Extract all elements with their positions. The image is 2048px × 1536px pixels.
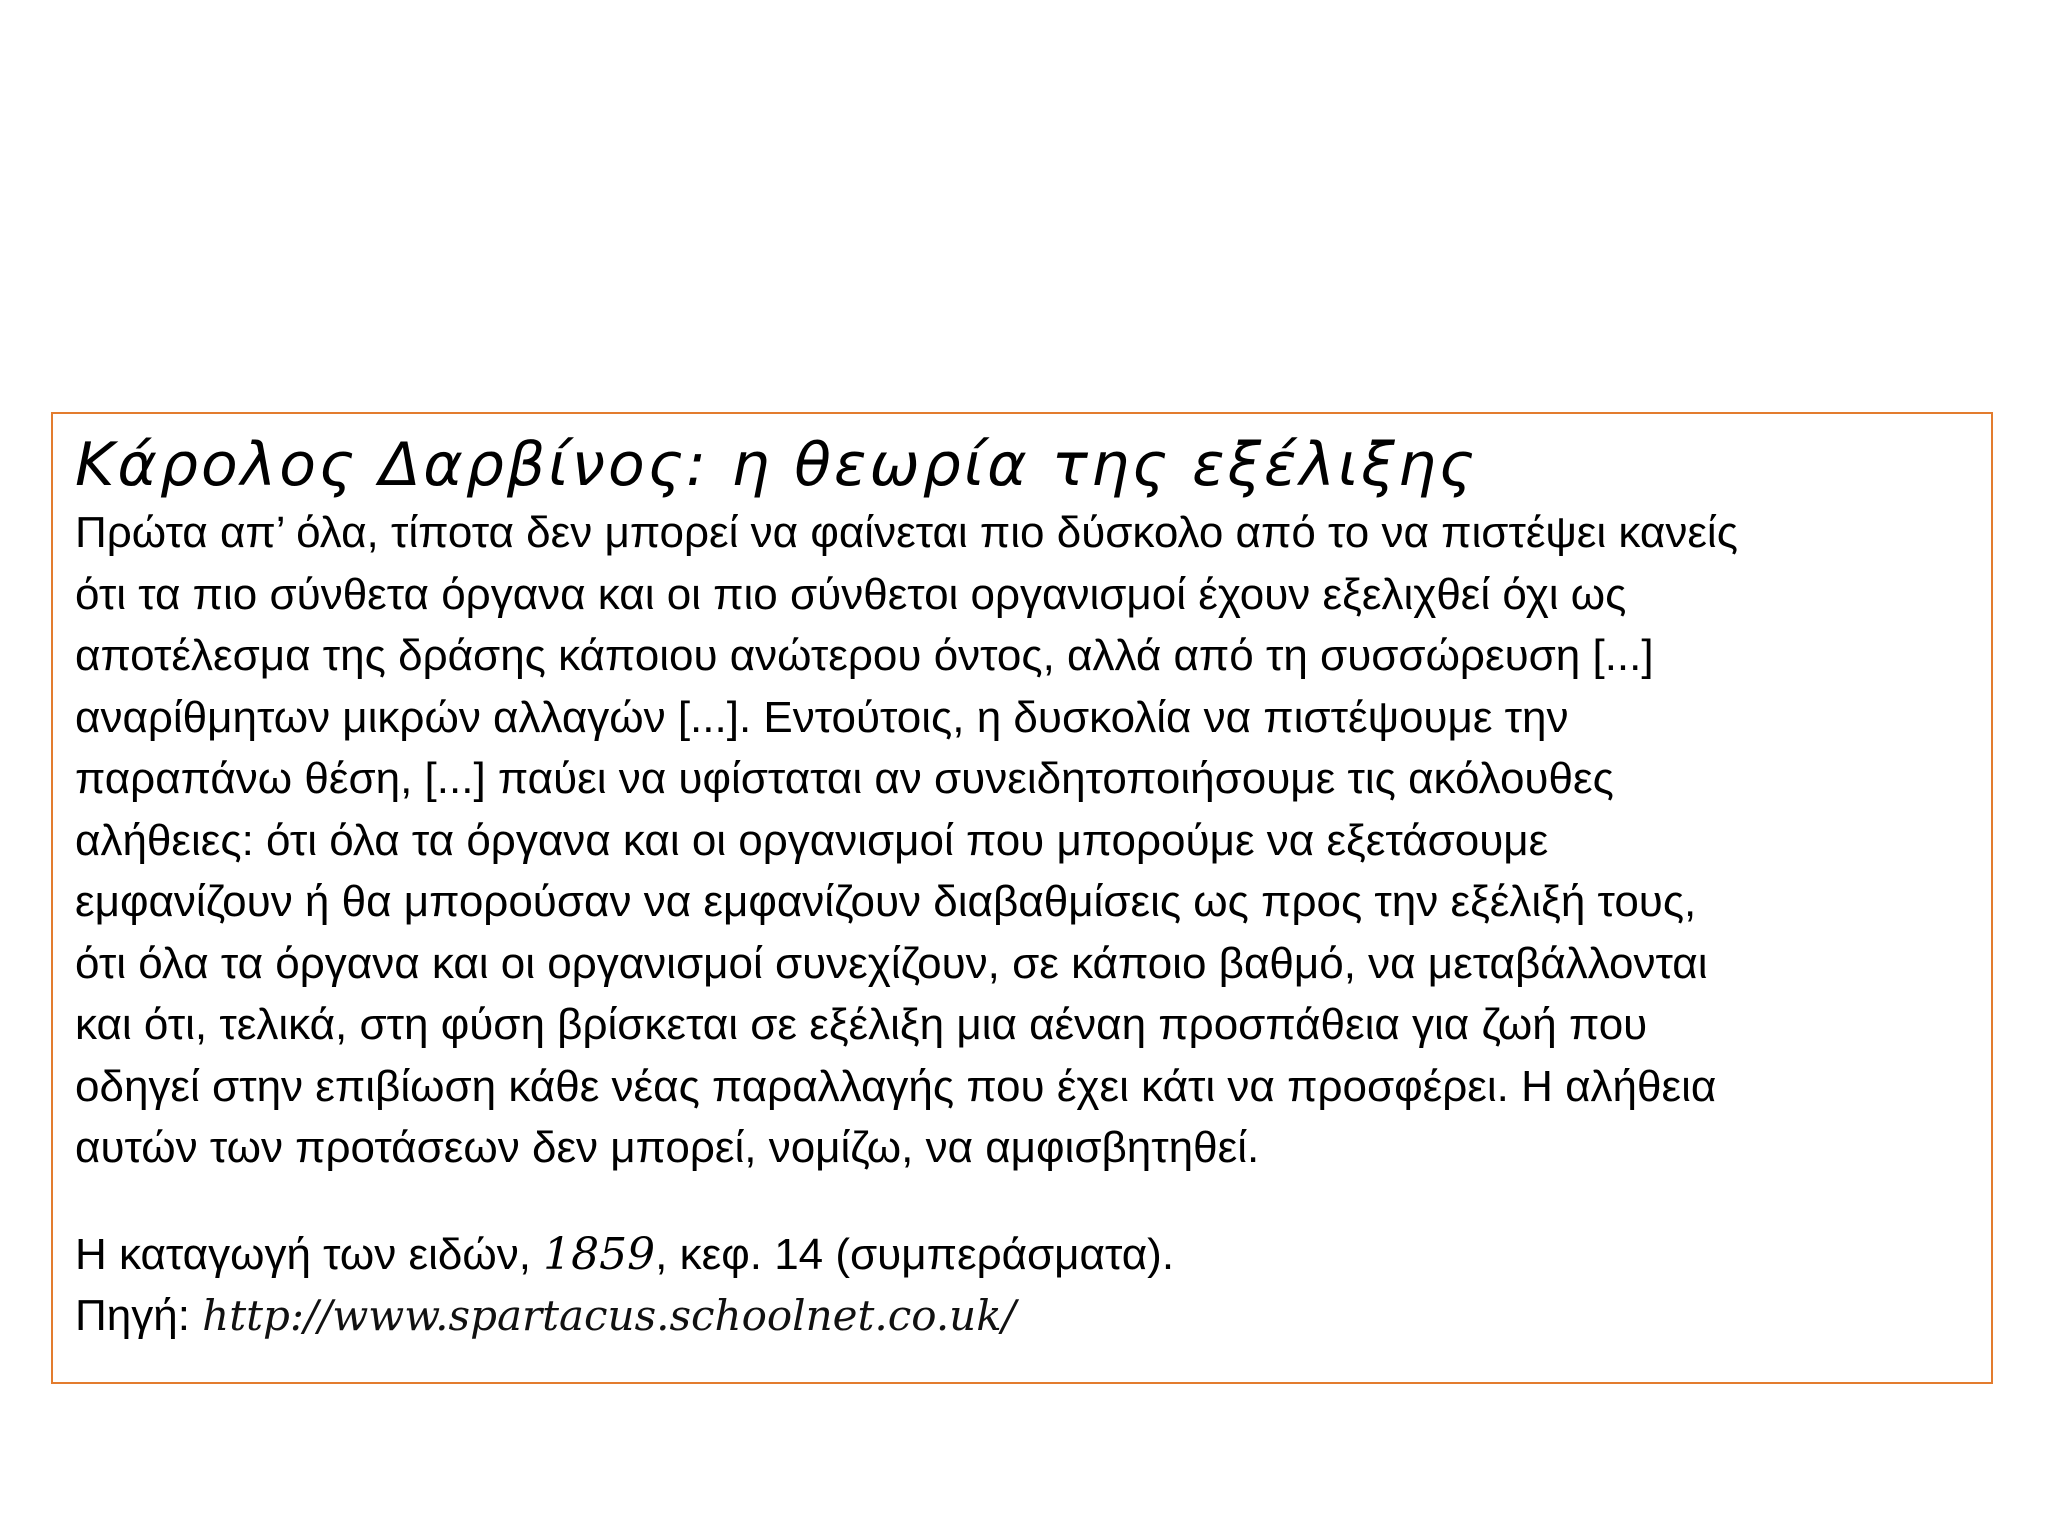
quote-line: παραπάνω θέση, [...] παύει να υφίσταται αν συνειδητοποιήσουμε τις ακόλουθες [75,754,1614,803]
quote-line: αποτέλεσμα της δράσης κάποιου ανώτερου όντος, αλλά από τη συσσώρευση [...] [75,631,1654,680]
spacer [75,1179,1969,1224]
citation-chapter: , κεφ. 14 (συμπεράσματα). [655,1229,1175,1279]
citation [75,1224,1969,1285]
source-link[interactable]: http://www.spartacus.schoolnet.co.uk/ [202,1290,1016,1340]
quote-line: ότι τα πιο σύνθετα όργανα και οι πιο σύνθετοι οργανισμοί έχουν εξελιχθεί όχι ως [75,569,1627,619]
citation-work: Η καταγωγή των ειδών, [75,1229,544,1279]
slide-title: Κάρολος Δαρβίνος: η θεωρία της εξέλιξης [75,430,1477,500]
quote-text [75,502,1969,1179]
quote-line: Πρώτα απ’ όλα, τίποτα δεν μπορεί να φαίνεται πιο δύσκολο από το να πιστέψει κανείς [75,508,1738,557]
quote-line: εμφανίζουν ή θα μπορούσαν να εμφανίζουν διαβαθμίσεις ως προς την εξέλιξή τους, [75,877,1697,926]
source-label: Πηγή: [75,1290,203,1340]
quote-line: οδηγεί στην επιβίωση κάθε νέας παραλλαγής που έχει κάτι να προσφέρει. Η αλήθεια [75,1061,1717,1111]
source-line [75,1285,1969,1346]
quote-box [51,412,1993,1384]
quote-line: ότι όλα τα όργανα και οι οργανισμοί συνεχίζουν, σε κάποιο βαθμό, να μεταβάλλονται [75,938,1708,988]
quote-line: αυτών των προτάσεων δεν μπορεί, νομίζω, να αμφισβητηθεί. [75,1123,1260,1172]
quote-line: και ότι, τελικά, στη φύση βρίσκεται σε εξέλιξη μια αέναη προσπάθεια για ζωή που [75,1000,1648,1049]
citation-year: 1859 [543,1228,656,1280]
quote-line: αλήθειες: ότι όλα τα όργανα και οι οργανισμοί που μπορούμε να εξετάσουμε [75,815,1549,865]
quote-line: αναρίθμητων μικρών αλλαγών [...]. Εντούτοις, η δυσκολία να πιστέψουμε την [75,692,1569,742]
